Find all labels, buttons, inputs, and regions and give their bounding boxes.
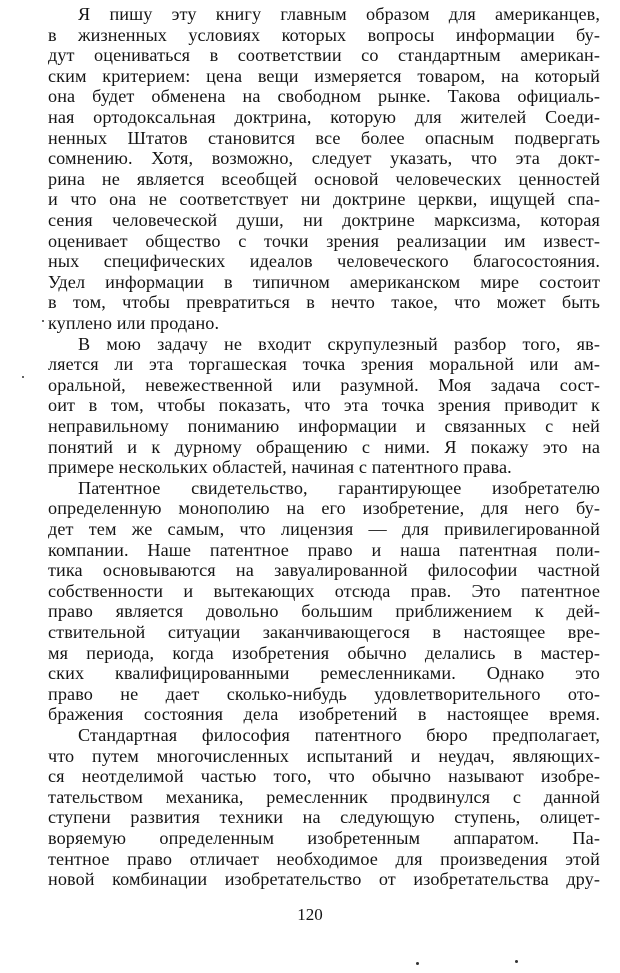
text-line: Стандартная философия патентного бюро предполагает,	[78, 725, 600, 745]
text-line: оценивает общество с точки зрения реализации им извест-	[48, 230, 600, 251]
text-line: понятий и к дурному обращению с ними. Я покажу это на	[48, 436, 600, 457]
text-line: оральной, невежественной или разумной. Моя задача сост-	[48, 374, 600, 395]
text-line: что путем многочисленных испытаний и неудач, являющих-	[48, 745, 600, 766]
text-line: рина не является всеобщей основой человеческих ценностей	[48, 168, 600, 189]
text-line: собственности и вытекающих отсюда прав. Это патентное	[48, 580, 600, 601]
text-line: право не дает сколько-нибудь удовлетворительного ото-	[48, 683, 600, 704]
text-line: Патентное свидетельство, гарантирующее изобретателю	[78, 477, 600, 498]
text-line: Я пишу эту книгу главным образом для американцев,	[78, 4, 600, 24]
text-line: дут оцениваться в соответствии со стандартным американ-	[48, 45, 600, 66]
text-line: право является довольно большим приближением к дей-	[48, 601, 600, 622]
text-line: примере нескольких областей, начиная с патентного права.	[48, 457, 512, 478]
page-number: 120	[297, 904, 323, 924]
scan-speck	[42, 320, 44, 322]
text-line: тика основываются на завуалированной философии частной	[48, 560, 600, 581]
text-line: ся неотделимой частью того, что обычно называют изобре-	[48, 766, 600, 787]
text-line: и что она не соответствует ни доктрине церкви, ищущей спа-	[48, 189, 600, 210]
text-line: в жизненных условиях которых вопросы информации бу-	[48, 24, 600, 45]
text-line: бражения состояния дела изобретений в настоящее время.	[48, 704, 600, 725]
text-line: сомнению. Хотя, возможно, следует указать, что эта докт-	[48, 148, 600, 169]
text-line: дет тем же самым, что лицензия — для привилегированной	[48, 519, 600, 539]
text-line: в том, чтобы превратиться в нечто такое, что может быть	[48, 292, 600, 313]
scan-speck	[515, 960, 518, 963]
text-line: тательством механика, ремесленник продвинулся с данной	[48, 786, 600, 807]
text-line: ствительной ситуации заканчивающегося в настоящее вре-	[48, 622, 600, 642]
text-line: неправильному пониманию информации и связанных с ней	[48, 416, 600, 436]
text-line: новой комбинации изобретательство от изобретательства дру-	[48, 869, 600, 890]
text-line: определенную монополию на его изобретение, для него бу-	[48, 498, 600, 519]
text-line: ских квалифицированными ремесленниками. Однако это	[48, 663, 600, 684]
scan-speck	[416, 962, 419, 965]
scan-speck	[22, 376, 24, 378]
text-line: она будет обменена на свободном рынке. Такова официаль-	[48, 86, 600, 107]
text-line: сения человеческой души, ни доктрине марксизма, которая	[48, 210, 600, 230]
text-line: оит в том, чтобы показать, что эта точка зрения приводит к	[48, 395, 600, 416]
text-line: ским критерием: цена вещи измеряется товаром, на который	[48, 65, 600, 86]
text-line: куплено или продано.	[48, 313, 220, 333]
text-line: тентное право отличает необходимое для произведения этой	[48, 848, 600, 869]
text-line: компании. Наше патентное право и наша патентная поли-	[48, 539, 600, 560]
text-line: мя периода, когда изобретения обычно делались в мастер-	[48, 642, 600, 663]
text-line: ступени развития техники на следующую ступень, олицет-	[48, 807, 600, 828]
text-line: ляется ли эта торгашеская точка зрения моральной или ам-	[48, 354, 600, 375]
text-line: ненных Штатов становится все более опасным подвергать	[48, 127, 600, 148]
text-line: ных специфических идеалов человеческого благосостояния.	[48, 251, 600, 272]
text-line: воряемую определенным изобретенным аппаратом. Па-	[48, 828, 600, 848]
text-line: В мою задачу не входит скрупулезный разбор того, яв-	[78, 333, 600, 354]
text-line: ная ортодоксальная доктрина, которую для жителей Соеди-	[48, 107, 600, 127]
text-line: Удел информации в типичном американском мире состоит	[48, 271, 600, 292]
